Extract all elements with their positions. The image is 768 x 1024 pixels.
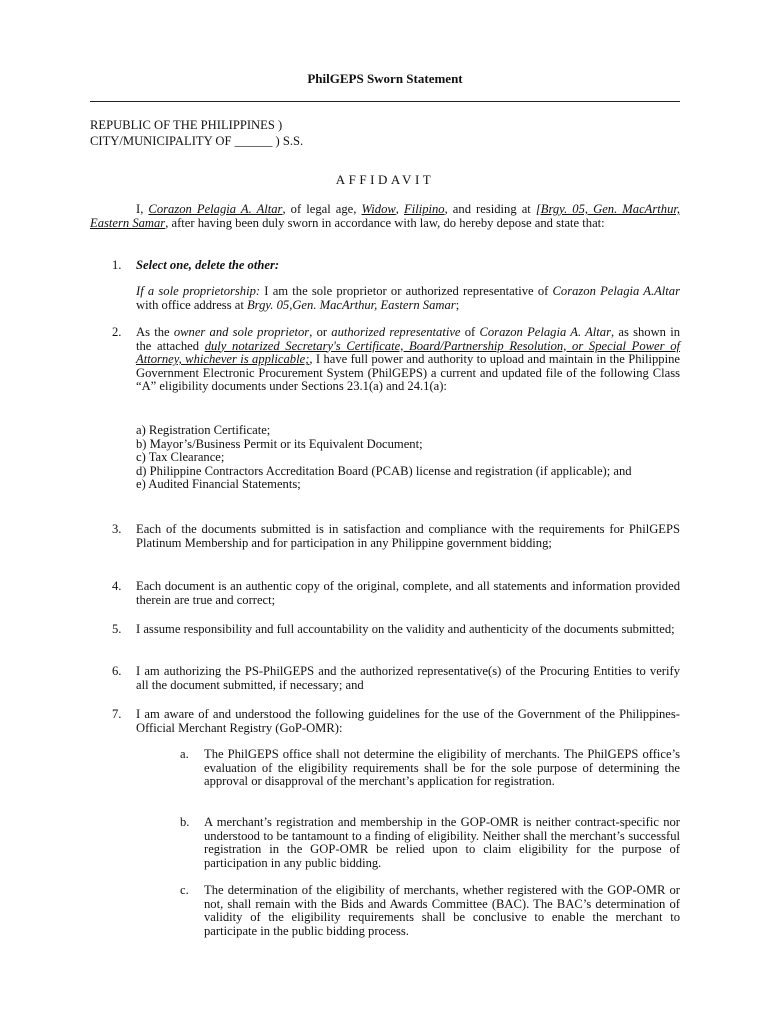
document-list-item: c) Tax Clearance; — [136, 450, 225, 465]
document-list-item: e) Audited Financial Statements; — [136, 477, 301, 492]
attachment-reference: duly notarized Secretary's Certificate, Board/Partnership Resolution, or Special Power of Attorney, whichever is applicable; — [136, 338, 680, 367]
civil-status: Widow — [361, 202, 396, 216]
residence-address: [Brgy. 05, Gen. MacArthur, Eastern Samar — [90, 202, 681, 230]
document-list-item: d) Philippine Contractors Accreditation Board (PCAB) license and registration (if applicable); and — [136, 463, 632, 478]
item-4-text: Each document is an authentic copy of the original, complete, and all statements and information provided therein are true and correct; — [136, 579, 680, 607]
venue-block — [90, 119, 303, 151]
affidavit-heading: AFFIDAVIT — [335, 172, 435, 187]
intro-paragraph: I, Corazon Pelagia A. Altar, of legal age, Widow, Filipino, and residing at [Brgy. 05, Gen. MacArthur, Eastern Samar, after having been duly sworn in accordance with law, do hereby depose and state that: — [90, 202, 681, 230]
item-1-heading: Select one, delete the other: — [136, 258, 280, 272]
item-7-text: I am aware of and understood the following guidelines for the use of the Government of the Philippines- Official Merchant Registry (GoP-OMR): — [136, 707, 680, 735]
title-rule — [90, 101, 680, 102]
item-2-text: As the owner and sole proprietor, or authorized representative of Corazon Pelagia A. Altar, as shown in the attached duly notarized Secretary's Certificate, Board/Partnership Resolution, or Special Power of Attorney, whichever is applicable;, I have full power and authority to upload and maintain in the Philippine Government Electronic Procurement System (PhilGEPS) a current and updated file of the following Class “A” eligibility documents under Sections 23.1(a) and 24.1(a): — [136, 325, 680, 394]
document-list-item: a) Registration Certificate; — [136, 423, 271, 437]
eligibility-documents-list — [136, 424, 680, 492]
venue-line-republic: REPUBLIC OF THE PHILIPPINES ) — [90, 118, 283, 132]
affiant-name: Corazon Pelagia A. Altar — [148, 202, 283, 216]
item-6-text: I am authorizing the PS-PhilGEPS and the authorized representative(s) of the Procuring Entities to verify all the document submitted, if necessary; and — [136, 664, 680, 692]
nationality: Filipino — [404, 202, 445, 216]
item-5-text: I assume responsibility and full accountability on the validity and authenticity of the documents submitted; — [136, 622, 675, 636]
item-1-text: If a sole proprietorship: I am the sole proprietor or authorized representative of Corazon Pelagia A.Altar with office address at Brgy. 05,Gen. MacArthur, Eastern Samar; — [136, 284, 680, 312]
item-3-text: Each of the documents submitted is in satisfaction and compliance with the requirements for PhilGEPS Platinum Membership and for participation in any Philippine government bidding; — [136, 522, 680, 550]
venue-line-city: CITY/MUNICIPALITY OF ______ ) S.S. — [90, 134, 304, 148]
document-list-item: b) Mayor’s/Business Permit or its Equivalent Document; — [136, 436, 423, 451]
document-title: PhilGEPS Sworn Statement — [307, 71, 463, 86]
